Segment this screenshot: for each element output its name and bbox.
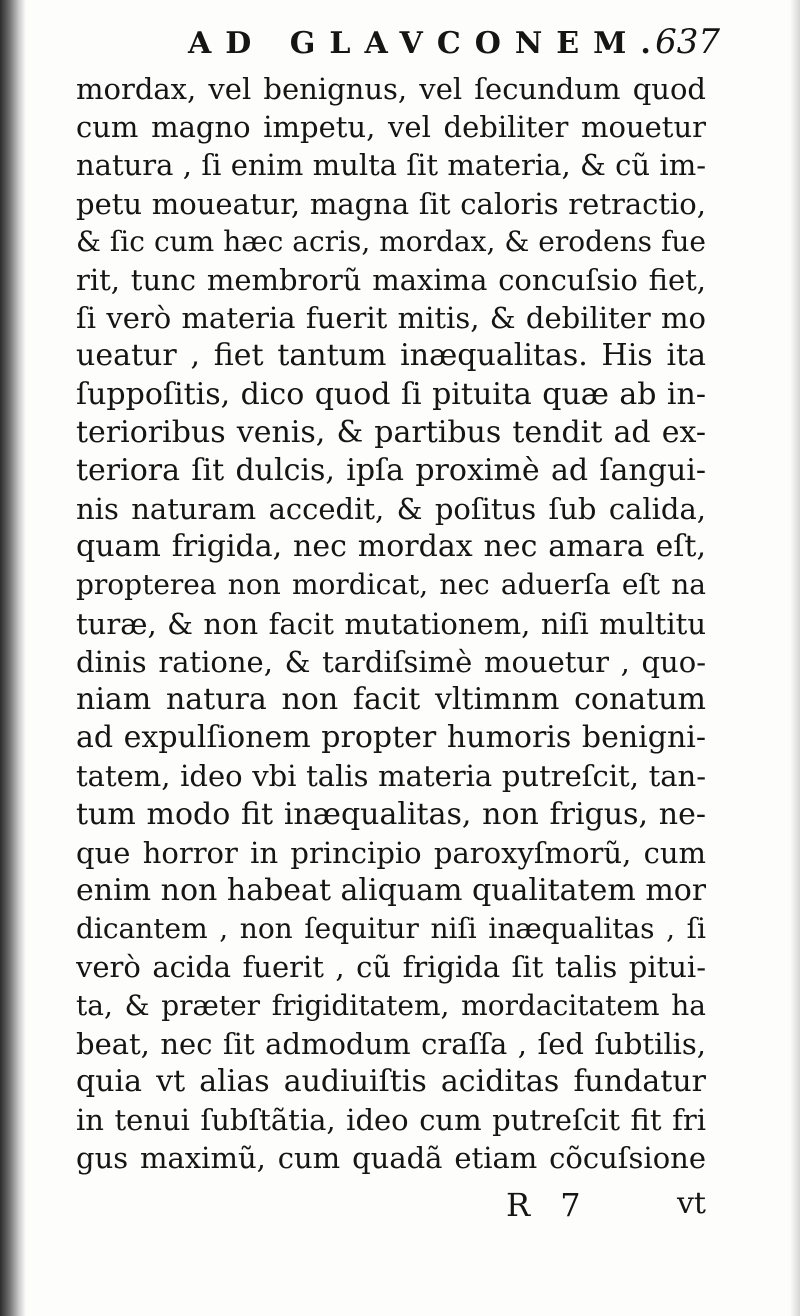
catchword: vt [676,1186,706,1221]
text-line: niam natura non facit vltimnm conatum [76,682,706,717]
text-line: natura , ſi enim multa ſit materia, & cũ im- [76,148,706,183]
text-line: rit, tunc membrorũ maxima concuſsio fiet, [76,262,706,297]
text-line: ueatur , fiet tantum inæqualitas. His ita [76,338,706,374]
page-edge-shadow [790,0,800,1316]
text-line: ſi verò materia fuerit mitis, & debiliter mo [76,301,706,336]
text-line: turæ, & non facit mutationem, niſi multitu [76,606,706,641]
text-line: teriora ſit dulcis, ipſa proximè ad ſangui- [76,452,706,488]
text-line: verò acida fuerit , cũ frigida ſit talis pitui- [76,950,706,985]
text-line: beat, nec ſit admodum craſſa , ſed ſubtilis, [76,1026,706,1061]
gutter-shadow [0,0,26,1316]
text-line: tum modo fit inæqualitas, non frigus, ne- [76,796,706,832]
text-line: ſuppoſitis, dico quod ſi pituita quæ ab in- [76,376,706,412]
text-line: propterea non mordicat, nec aduerſa eſt na [76,568,706,602]
text-line: quia vt alias audiuiſtis aciditas fundatur [76,1063,706,1099]
page-header [80,22,720,70]
text-line: tatem, ideo vbi talis materia putreſcit, tan- [76,759,706,794]
text-line: terioribus venis, & partibus tendit ad ex- [76,414,706,450]
page-number: 637 [655,22,720,62]
body-text [76,70,706,1177]
text-line: & ſic cum hæc acris, mordax, & erodens fue [76,224,706,258]
running-head: AD GLAVCONEM. [188,26,665,61]
text-line: cum magno impetu, vel debiliter mouetur [76,110,706,145]
text-line: nis naturam accedit, & poſitus ſub calida, [76,492,706,527]
text-line: dinis ratione, & tardiſsimè mouetur , quo- [76,644,706,679]
text-line: gus maximũ, cum quadã etiam cõcuſsione [76,1141,706,1176]
text-line: dicantem , non ſequitur niſi inæqualitas , ſi [76,912,706,946]
page-footer [76,1186,706,1226]
text-line: ad expulſionem propter humoris benigni- [76,720,706,756]
text-line: quam frigida, nec mordax nec amara eſt, [76,529,706,565]
signature-mark: R 7 [506,1186,591,1224]
text-line: petu moueatur, magna ſit caloris retractio, [76,186,706,221]
text-line: in tenui ſubſtãtia, ideo cum putreſcit fit fri [76,1103,706,1138]
text-line: ta, & præter frigiditatem, mordacitatem ha [76,988,706,1022]
text-line: mordax, vel benignus, vel ſecundum quod [76,72,706,106]
text-line: enim non habeat aliquam qualitatem mor [76,872,706,908]
text-line: que horror in principio paroxyſmorũ, cum [76,835,706,870]
